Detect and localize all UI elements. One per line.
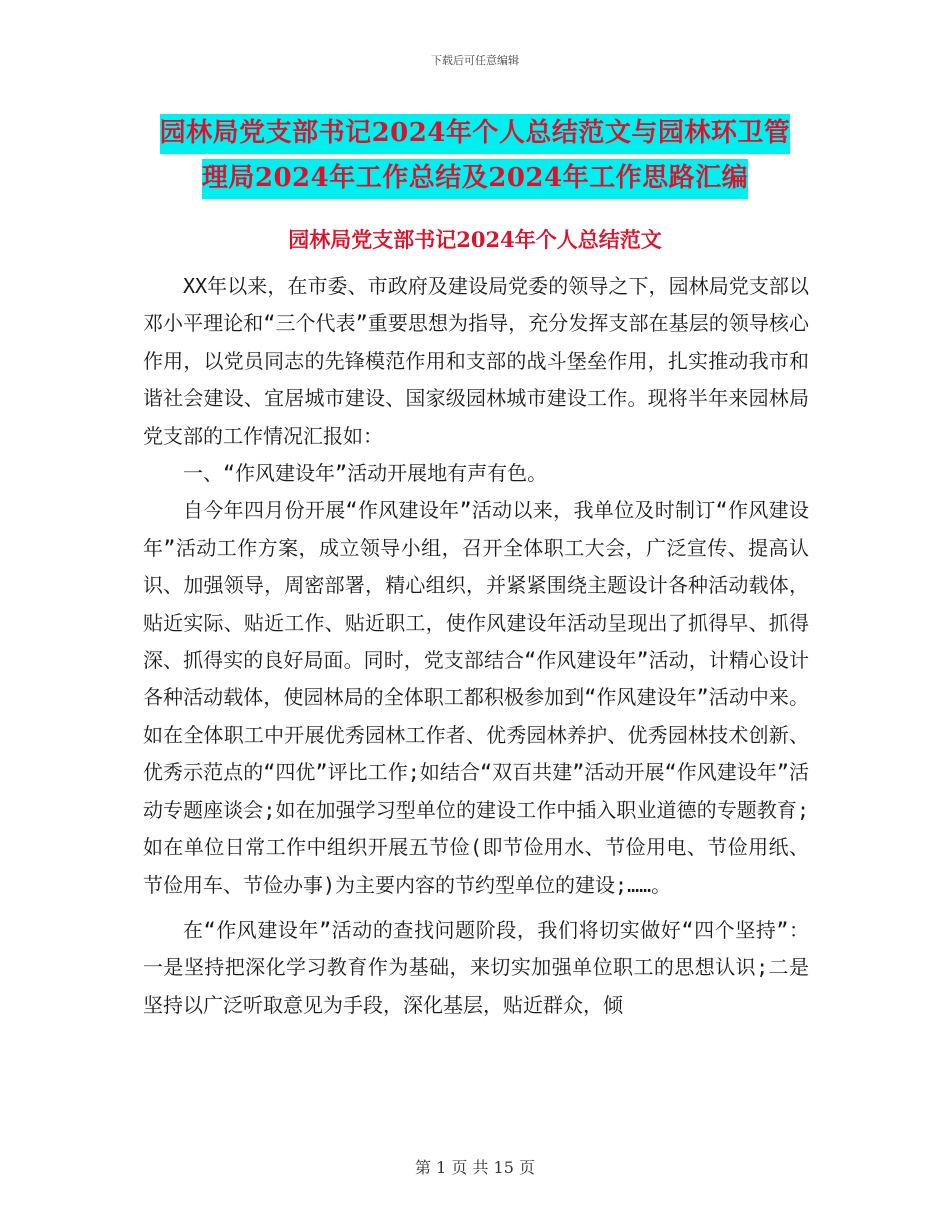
body-text: [143, 268, 809, 1024]
header-note: 下载后可任意编辑: [431, 54, 519, 67]
paragraph-activity: 自今年四月份开展“作风建设年”活动以来，我单位及时制订“作风建设年”活动工作方案，成立领导小组，召开全体职工大会，广泛宣传、提高认识、加强领导，周密部署，精心组织，并紧紧围绕主题设计各种活动载体，贴近实际、贴近工作、贴近职工，使作风建设年活动呈现出了抓得早、抓得深、抓得实的良好局面。同时，党支部结合“作风建设年”活动，计精心设计各种活动载体，使园林局的全体职工都积极参加到“作风建设年”活动中来。如在全体职工中开展优秀园林工作者、优秀园林养护、优秀园林技术创新、优秀示范点的“四优”评比工作;如结合“双百共建”活动开展“作风建设年”活动专题座谈会;如在加强学习型单位的建设工作中插入职业道德的专题教育;如在单位日常工作中组织开展五节俭(即节俭用水、节俭用电、节俭用纸、节俭用车、节俭办事)为主要内容的节约型单位的建设;……。: [143, 498, 809, 897]
main-title-line-2: [0, 157, 950, 194]
page-footer: 第 1 页 共 15 页: [415, 1158, 535, 1177]
main-title-line-2-text: 理局2024年工作总结及2024年工作思路汇编: [202, 159, 748, 199]
section-title: 园林局党支部书记2024年个人总结范文: [288, 227, 662, 252]
main-title-line-1: [0, 112, 950, 149]
paragraph-intro: XX年以来，在市委、市政府及建设局党委的领导之下，园林局党支部以邓小平理论和“三个代表”重要思想为指导，充分发挥支部在基层的领导核心作用，以党员同志的先锋模范作用和支部的战斗堡垒作用，扎实推动我市和谐社会建设、宜居城市建设、国家级园林城市建设工作。现将半年来园林局党支部的工作情况汇报如：: [143, 274, 809, 448]
main-title-line-1-text: 园林局党支部书记2024年个人总结范文与园林环卫管: [160, 114, 791, 154]
paragraph-four-persist: 在“作风建设年”活动的查找问题阶段，我们将切实做好“四个坚持”：一是坚持把深化学习教育作为基础，来切实加强单位职工的思想认识;二是坚持以广泛听取意见为手段，深化基层，贴近群众，倾: [143, 917, 809, 1017]
paragraph-heading-1: 一、“作风建设年”活动开展地有声有色。: [183, 461, 548, 486]
